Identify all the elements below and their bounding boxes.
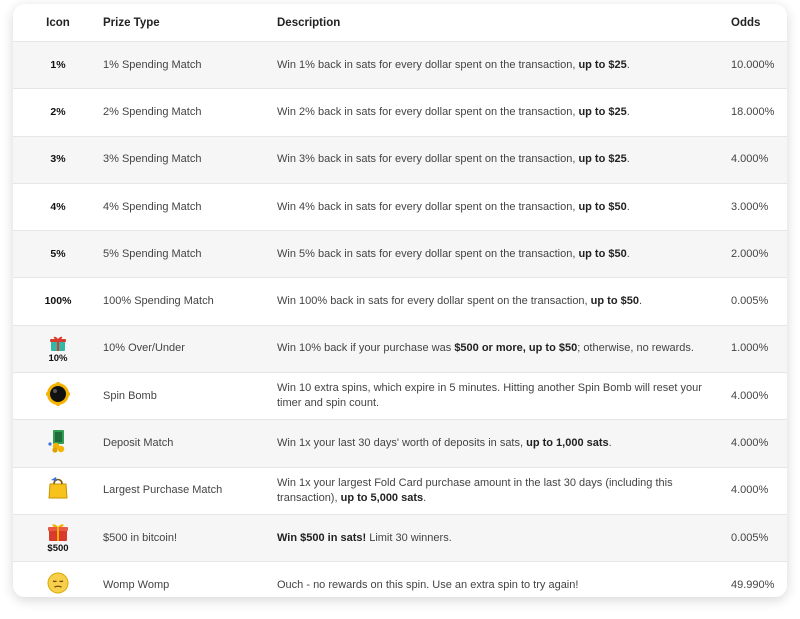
cell-prize-type: 3% Spending Match: [103, 136, 277, 183]
header-description: Description: [277, 16, 341, 29]
cell-icon: [13, 136, 103, 183]
cell-odds: 4.000%: [731, 467, 787, 514]
description-text-end: ; otherwise, no rewards.: [577, 342, 694, 355]
cell-prize-type: 5% Spending Match: [103, 231, 277, 278]
description-text-end: .: [423, 491, 427, 504]
prize-table-card: [13, 4, 787, 597]
womp-face-icon: [47, 572, 69, 594]
cell-icon: [13, 231, 103, 278]
cell-prize-type: Spin Bomb: [103, 373, 277, 420]
cell-icon: [13, 89, 103, 136]
description-bold: up to $25: [578, 153, 627, 166]
description-bold: up to $50: [578, 247, 627, 260]
description-text-end: .: [626, 153, 630, 166]
description-text-end: .: [638, 295, 643, 308]
description-text: Win 5% back in sats for every dollar spent on the transaction,: [277, 247, 579, 260]
cell-icon: [13, 514, 103, 561]
cell-odds: 1.000%: [731, 325, 787, 372]
cell-odds: 4.000%: [731, 136, 787, 183]
table-row: [13, 231, 787, 278]
prize-icon: [47, 522, 69, 554]
description-text-end: Limit 30 winners.: [366, 531, 452, 544]
cell-icon: [13, 278, 103, 325]
description-bold: $500 or more, up to $50: [454, 342, 578, 355]
gift-icon: [49, 334, 67, 352]
cell-prize-type: 4% Spending Match: [103, 183, 277, 230]
cell-description: [277, 278, 731, 325]
header-odds: Odds: [731, 16, 761, 29]
description-text-end: .: [626, 200, 630, 213]
cell-icon: [13, 373, 103, 420]
percent-icon: 5%: [50, 247, 66, 260]
description-text-end: .: [626, 58, 630, 71]
cell-icon: [13, 562, 103, 597]
description-text: Ouch - no rewards on this spin. Use an extra spin to try again!: [277, 578, 579, 591]
table-row: [13, 325, 787, 372]
description-text: Win 4% back in sats for every dollar spent on the transaction,: [277, 200, 579, 213]
cell-icon: [13, 325, 103, 372]
cell-odds: 4.000%: [731, 373, 787, 420]
table-row: [13, 42, 787, 89]
description-text: Win 1x your largest Fold Card purchase amount in the last 30 days (including this transaction),: [277, 476, 673, 504]
description-bold: up to $50: [590, 295, 639, 308]
prize-icon: [47, 572, 69, 594]
cell-icon: [13, 183, 103, 230]
description-text-end: .: [608, 437, 612, 450]
icon-caption: $500: [47, 543, 69, 555]
cell-icon: [13, 420, 103, 467]
prize-icon: [46, 382, 70, 406]
cell-description: [277, 231, 731, 278]
prize-icon: [47, 476, 69, 500]
spin-bomb-icon: [46, 382, 70, 406]
cell-description: [277, 136, 731, 183]
cell-odds: 4.000%: [731, 420, 787, 467]
prize-icon: [47, 429, 69, 453]
cell-description: [277, 420, 731, 467]
table-row: [13, 467, 787, 514]
cell-prize-type: 2% Spending Match: [103, 89, 277, 136]
percent-icon: 100%: [44, 295, 72, 308]
description-bold: up to 5,000 sats: [340, 491, 424, 504]
percent-icon: 2%: [50, 105, 66, 118]
table-row: [13, 373, 787, 420]
table-row: [13, 420, 787, 467]
cell-description: [277, 514, 731, 561]
cell-description: [277, 89, 731, 136]
cell-odds: 10.000%: [731, 42, 787, 89]
cell-icon: [13, 467, 103, 514]
cell-odds: 18.000%: [731, 89, 787, 136]
description-text: Win 3% back in sats for every dollar spent on the transaction,: [277, 153, 579, 166]
prize-icon: [48, 334, 67, 364]
description-bold: up to $25: [578, 58, 627, 71]
cell-odds: 49.990%: [731, 562, 787, 597]
gift-icon: [47, 522, 69, 542]
cell-odds: 0.005%: [731, 514, 787, 561]
cell-odds: 3.000%: [731, 183, 787, 230]
table-body: [13, 42, 787, 598]
table-row: [13, 278, 787, 325]
cell-prize-type: Womp Womp: [103, 562, 277, 597]
table-row: [13, 183, 787, 230]
description-bold: up to 1,000 sats: [526, 437, 609, 450]
description-text: Win 10% back if your purchase was: [277, 342, 455, 355]
cell-prize-type: 1% Spending Match: [103, 42, 277, 89]
description-bold: up to $50: [578, 200, 627, 213]
deposit-icon: [47, 429, 69, 453]
cell-prize-type: 100% Spending Match: [103, 278, 277, 325]
description-bold: up to $25: [578, 105, 627, 118]
cell-prize-type: Deposit Match: [103, 420, 277, 467]
shopping-bag-icon: [47, 476, 69, 500]
cell-icon: [13, 42, 103, 89]
description-bold: Win $500 in sats!: [277, 531, 367, 544]
cell-description: [277, 562, 731, 597]
description-text-end: .: [626, 247, 630, 260]
description-text: Win 10 extra spins, which expire in 5 minutes. Hitting another Spin Bomb will reset your timer and spin count.: [277, 382, 702, 410]
percent-icon: 1%: [50, 58, 66, 71]
header-prize-type: Prize Type: [103, 16, 160, 29]
cell-description: [277, 183, 731, 230]
cell-prize-type: $500 in bitcoin!: [103, 514, 277, 561]
percent-icon: 3%: [50, 153, 66, 166]
table-row: [13, 89, 787, 136]
cell-prize-type: 10% Over/Under: [103, 325, 277, 372]
description-text: Win 1% back in sats for every dollar spent on the transaction,: [277, 58, 579, 71]
cell-odds: 2.000%: [731, 231, 787, 278]
percent-icon: 4%: [50, 200, 66, 213]
description-text-end: .: [626, 105, 630, 118]
description-text: Win 2% back in sats for every dollar spent on the transaction,: [277, 105, 579, 118]
table-header-row: [13, 4, 787, 42]
description-text: Win 1x your last 30 days' worth of deposits in sats,: [277, 437, 527, 450]
cell-prize-type: Largest Purchase Match: [103, 467, 277, 514]
table-row: [13, 562, 787, 597]
description-text: Win 100% back in sats for every dollar spent on the transaction,: [277, 295, 591, 308]
icon-caption: 10%: [48, 352, 68, 364]
cell-description: [277, 373, 731, 420]
cell-description: [277, 467, 731, 514]
table-row: [13, 514, 787, 561]
table-row: [13, 136, 787, 183]
header-icon: Icon: [46, 16, 70, 29]
prize-table: [13, 4, 787, 597]
cell-description: [277, 325, 731, 372]
cell-description: [277, 42, 731, 89]
cell-odds: 0.005%: [731, 278, 787, 325]
